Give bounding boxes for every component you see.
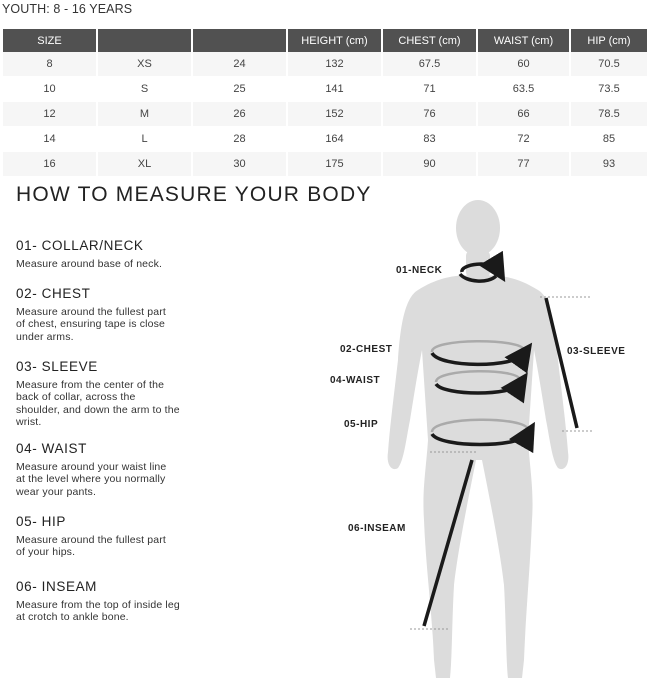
label-waist: 04-WAIST (330, 375, 381, 386)
table-cell: 30 (193, 152, 286, 177)
table-row (3, 152, 647, 177)
table-cell: 25 (193, 77, 286, 102)
label-sleeve: 03-SLEEVE (567, 346, 626, 357)
table-cell: 66 (478, 102, 569, 127)
table-cell: 71 (383, 77, 476, 102)
table-cell: 8 (3, 52, 96, 77)
table-cell: XS (98, 52, 191, 77)
header-waist: WAIST (cm) (478, 29, 569, 52)
table-header-row (3, 29, 647, 52)
table-cell: 63.5 (478, 77, 569, 102)
step-description: Measure from the top of inside leg at crotch to ankle bone. (16, 599, 180, 624)
step-description: Measure from the center of the back of collar, across the shoulder, and down the arm to the wrist. (16, 379, 180, 428)
table-row (3, 102, 647, 127)
step-heading: 01- COLLAR/NECK (16, 238, 144, 253)
table-cell: 93 (571, 152, 647, 177)
table-cell: S (98, 77, 191, 102)
step-description: Measure around base of neck. (16, 258, 163, 270)
table-cell: 67.5 (383, 52, 476, 77)
table-cell: 152 (288, 102, 381, 127)
step-heading: 05- HIP (16, 514, 66, 529)
body-silhouette-figure (300, 190, 647, 682)
table-cell: 175 (288, 152, 381, 177)
size-table (1, 29, 647, 177)
step-heading: 02- CHEST (16, 286, 91, 301)
table-cell: 141 (288, 77, 381, 102)
table-cell: 76 (383, 102, 476, 127)
label-neck: 01-NECK (396, 265, 443, 276)
table-cell: 12 (3, 102, 96, 127)
header-height: HEIGHT (cm) (288, 29, 381, 52)
table-row (3, 77, 647, 102)
header-hip: HIP (cm) (571, 29, 647, 52)
header-number-size (193, 29, 286, 52)
table-cell: 73.5 (571, 77, 647, 102)
step-description: Measure around your waist line at the level where you normally wear your pants. (16, 461, 167, 498)
step-description: Measure around the fullest part of your hips. (16, 534, 166, 559)
table-row (3, 52, 647, 77)
table-cell: 77 (478, 152, 569, 177)
table-row (3, 127, 647, 152)
table-cell: 26 (193, 102, 286, 127)
step-hip (16, 514, 206, 559)
table-cell: 72 (478, 127, 569, 152)
step-inseam (16, 579, 206, 624)
step-heading: 03- SLEEVE (16, 359, 98, 374)
label-hip: 05-HIP (344, 419, 379, 430)
table-cell: 70.5 (571, 52, 647, 77)
step-description: Measure around the fullest part of chest, ensuring tape is close under arms. (16, 306, 166, 343)
label-inseam: 06-INSEAM (348, 523, 406, 534)
step-heading: 04- WAIST (16, 441, 87, 456)
step-sleeve (16, 359, 206, 428)
table-cell: 85 (571, 127, 647, 152)
table-cell: 14 (3, 127, 96, 152)
how-to-measure-heading: HOW TO MEASURE YOUR BODY (16, 183, 372, 206)
table-cell: 10 (3, 77, 96, 102)
table-cell: 132 (288, 52, 381, 77)
table-cell: XL (98, 152, 191, 177)
table-cell: 90 (383, 152, 476, 177)
header-chest: CHEST (cm) (383, 29, 476, 52)
step-chest (16, 286, 206, 343)
step-heading: 06- INSEAM (16, 579, 98, 594)
table-cell: 83 (383, 127, 476, 152)
step-collar-neck (16, 238, 206, 270)
table-cell: 24 (193, 52, 286, 77)
table-cell: 28 (193, 127, 286, 152)
table-cell: L (98, 127, 191, 152)
label-chest: 02-CHEST (340, 344, 393, 355)
size-chart-title: YOUTH: 8 - 16 YEARS (2, 2, 133, 16)
table-cell: M (98, 102, 191, 127)
table-cell: 16 (3, 152, 96, 177)
table-cell: 78.5 (571, 102, 647, 127)
table-cell: 164 (288, 127, 381, 152)
header-size: SIZE (3, 29, 96, 52)
step-waist (16, 441, 206, 498)
table-cell: 60 (478, 52, 569, 77)
header-letter-size (98, 29, 191, 52)
